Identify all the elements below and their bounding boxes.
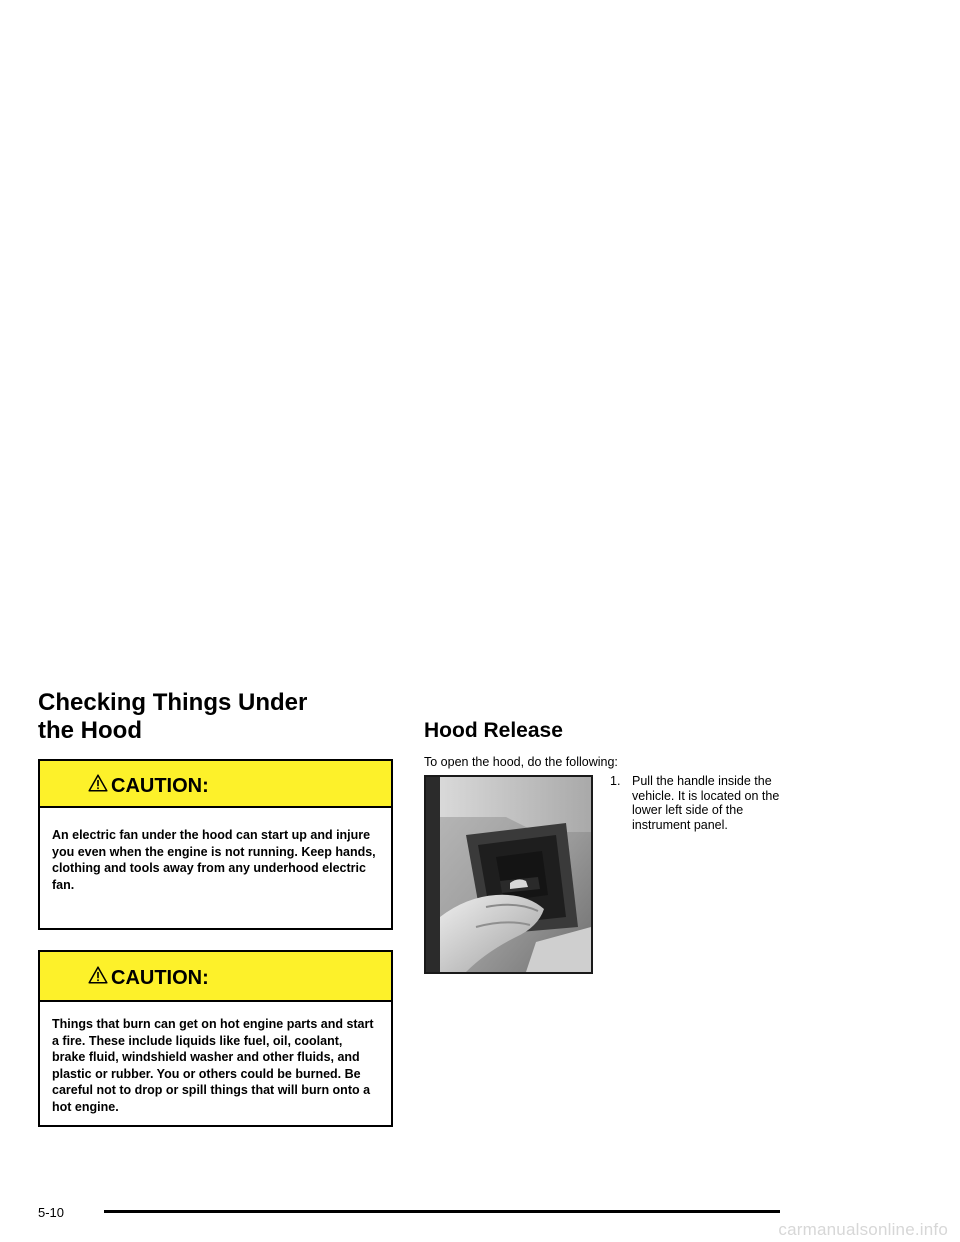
step-text: Pull the handle inside the vehicle. It is located on the lower left side of the instrument panel. — [632, 774, 780, 833]
footer-divider — [104, 1210, 780, 1213]
step-number: 1. — [610, 774, 621, 788]
caution-box-electric-fan — [38, 759, 393, 930]
list-item — [610, 774, 785, 833]
watermark: carmanualsonline.info — [778, 1220, 948, 1239]
title-line-2: the Hood — [38, 717, 142, 744]
warning-triangle-icon — [88, 774, 108, 792]
caution-text: Things that burn can get on hot engine parts and start a fire. These include liquids like fuel, oil, coolant, brake fluid, windshield washer and other fluids, and plastic or rubber. You or others could be burned. Be careful not to drop or spill things that will burn onto a hot engine. — [52, 1017, 374, 1114]
page-number: 5-10 — [38, 1205, 65, 1220]
caution-box-hot-engine — [38, 950, 393, 1127]
hood-release-steps — [610, 774, 785, 833]
hood-release-intro: To open the hood, do the following: — [424, 755, 618, 769]
section-title-hood-release: Hood Release — [424, 719, 563, 742]
warning-triangle-icon — [88, 966, 108, 984]
hood-release-handle-illustration — [426, 777, 591, 972]
caution-text: An electric fan under the hood can start up and injure you even when the engine is not running. Keep hands, clothing and tools away from any underhood electric fan. — [52, 828, 376, 892]
caution-label: CAUTION: — [111, 967, 209, 989]
caution-label: CAUTION: — [111, 775, 209, 797]
caution-header — [40, 761, 391, 808]
caution-header — [40, 952, 391, 1002]
title-line-1: Checking Things Under — [38, 689, 308, 716]
section-title-checking-under-hood — [38, 689, 388, 745]
hood-release-handle-photo — [424, 775, 593, 974]
